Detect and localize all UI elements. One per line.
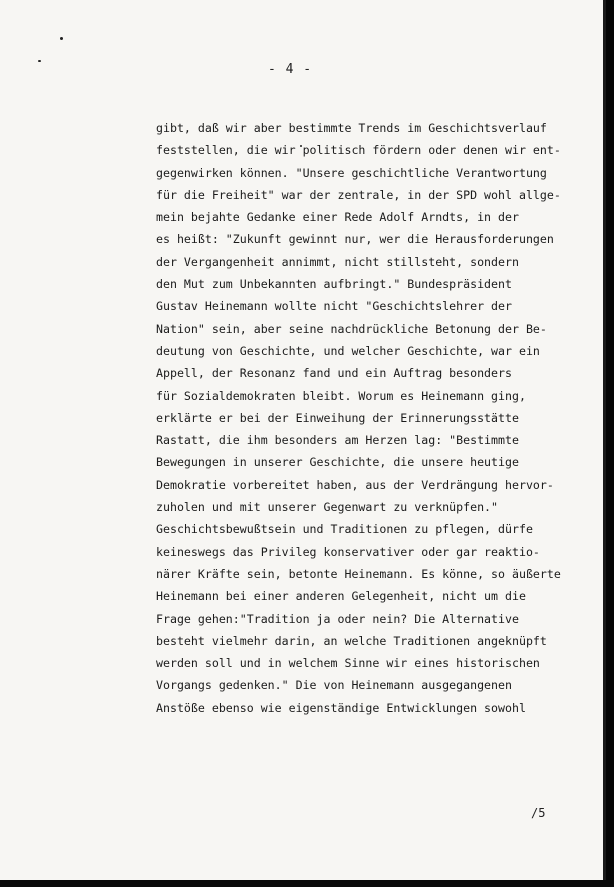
scan-speck: [60, 37, 63, 40]
text-line: deutung von Geschichte, und welcher Geschichte, war ein: [156, 343, 540, 358]
body-text: [156, 117, 561, 719]
continuation-mark: /5: [531, 806, 546, 820]
scan-edge-right: [606, 0, 614, 887]
text-line: den Mut zum Unbekannten aufbringt." Bundespräsident: [156, 277, 512, 292]
text-line: Geschichtsbewußtsein und Traditionen zu pflegen, dürfe: [156, 522, 533, 537]
text-line: erklärte er bei der Einweihung der Erinnerungsstätte: [156, 410, 519, 425]
text-line: Anstöße ebenso wie eigenständige Entwicklungen sowohl: [156, 700, 526, 715]
text-line: Demokratie vorbereitet haben, aus der Verdrängung hervor-: [156, 477, 554, 492]
text-line: Bewegungen in unserer Geschichte, die unsere heutige: [156, 455, 519, 470]
text-line: zuholen und mit unserer Gegenwart zu verknüpfen.": [156, 500, 499, 515]
text-line: für die Freiheit" war der zentrale, in der SPD wohl allge-: [156, 187, 561, 202]
text-line: mein bejahte Gedanke einer Rede Adolf Arndts, in der: [156, 210, 519, 225]
text-line: Nation" sein, aber seine nachdrückliche Betonung der Be-: [156, 321, 547, 336]
text-line: der Vergangenheit annimmt, nicht stillsteht, sondern: [156, 254, 519, 269]
text-line: gegenwirken können. "Unsere geschichtliche Verantwortung: [156, 165, 547, 180]
text-line: Appell, der Resonanz fand und ein Auftrag besonders: [156, 366, 512, 381]
page-number: - 4 -: [268, 62, 313, 77]
text-line: werden soll und in welchem Sinne wir eines historischen: [156, 656, 540, 671]
text-line: feststellen, die wir politisch fördern oder denen wir ent-: [156, 143, 561, 158]
text-line: es heißt: "Zukunft gewinnt nur, wer die Herausforderungen: [156, 232, 554, 247]
text-line: närer Kräfte sein, betonte Heinemann. Es könne, so äußerte: [156, 566, 561, 581]
text-line: Rastatt, die ihm besonders am Herzen lag: "Bestimmte: [156, 433, 519, 448]
text-line: Gustav Heinemann wollte nicht "Geschichtslehrer der: [156, 299, 512, 314]
text-line: Vorgangs gedenken." Die von Heinemann ausgegangenen: [156, 678, 512, 693]
text-line: Heinemann bei einer anderen Gelegenheit, nicht um die: [156, 589, 526, 604]
scan-speck: [38, 60, 41, 62]
text-line: gibt, daß wir aber bestimmte Trends im Geschichtsverlauf: [156, 121, 547, 135]
scan-edge-bottom: [0, 880, 614, 887]
text-line: für Sozialdemokraten bleibt. Worum es Heinemann ging,: [156, 388, 526, 403]
text-line: besteht vielmehr darin, an welche Traditionen angeknüpft: [156, 633, 547, 648]
text-line: Frage gehen:"Tradition ja oder nein? Die Alternative: [156, 611, 519, 626]
text-line: keineswegs das Privileg konservativer oder gar reaktio-: [156, 544, 540, 559]
